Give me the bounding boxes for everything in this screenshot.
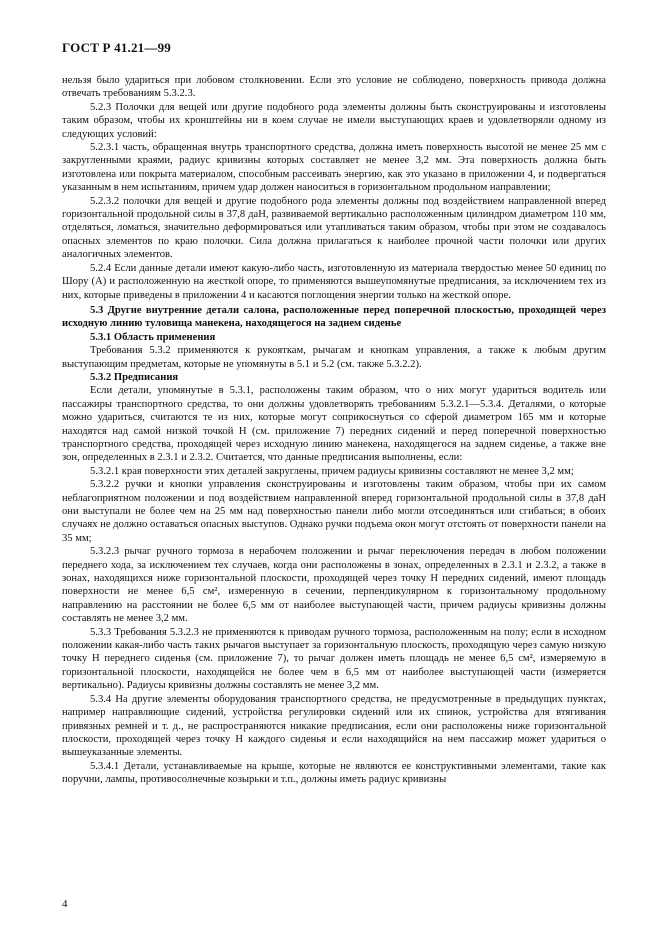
paragraph-5-3-4-1: 5.3.4.1 Детали, устанавливаемые на крыше, которые не являются ее конструктивными элементами, такие как поручни, лампы, противосолнечные козырьки и т.п., должны иметь радиус кривизны: [62, 760, 606, 786]
document-header: ГОСТ Р 41.21—99: [62, 40, 171, 55]
subheading-5-3-1: 5.3.1 Область применения: [90, 331, 216, 343]
paragraph-5-3-2-3: 5.3.2.3 рычаг ручного тормоза в нерабочем положении и рычаг переключения передач в любом положении переднего хода, за исключением тех случаев, когда они расположены в зонах, определенных в 2.3.1 и 2.3.2, а также в зонах, находящихся ниже горизонтальной плоскости, проходящей через точку H передних сидений, имеют площадь поверхности не менее 6,5 см², измеренную в сечении, перпендикулярном к горизонтальному продольному направлению на расстоянии не более 6,5 мм от наиболее выступающей части, причем радиусы кривизны должны составлять не менее 3,2 мм.: [62, 546, 606, 625]
page-number: 4: [62, 898, 68, 910]
paragraph-5-3-2-1: 5.3.2.1 края поверхности этих деталей закруглены, причем радиусы кривизны составляют не менее 3,2 мм;: [90, 465, 574, 477]
paragraph-5-3-2-2: 5.3.2.2 ручки и кнопки управления сконструированы и изготовлены таким образом, чтобы при их самом неблагоприятном положении и под воздействием направленной вперед горизонтальной продольной силы в 37,8 даН они выступали не более чем на 25 мм над поверхностью панели либо могли отсоединяться или сгибаться; в обоих случаях не должно оставаться опасных выступов. Однако ручки подъема окон могут отстоять от поверхности панели на 35 мм;: [62, 479, 606, 544]
paragraph-5-2-4: 5.2.4 Если данные детали имеют какую-либо часть, изготовленную из материала твердостью менее 50 единиц по Шору (А) и расположенную на жесткой опоре, то применяются вышеупомянутые предписания, за исключением тех из них, которые приведены в приложении 4 и касаются поглощения энергии только на жесткой опоре.: [62, 262, 606, 301]
paragraph-5-2-3-1: 5.2.3.1 часть, обращенная внутрь транспортного средства, должна иметь поверхность высотой не менее 25 мм с закругленными краями, радиус кривизны которых составляет не менее 3,2 мм. Эта поверхность должна быть изготовлена или покрыта материалом, способным рассеивать энергию, как это указано в приложении 4, и подвергаться указанным в нем испытаниям, причем удар должен наноситься в горизонтальном продольном направлении;: [62, 142, 606, 194]
paragraph-5-2-3-2: 5.2.3.2 полочки для вещей и другие подобного рода элементы должны под воздействием направленной вперед горизонтальной продольной силы в 37,8 даН, развиваемой вертикально расположенным цилиндром диаметром 110 мм, отделяться, ломаться, значительно деформироваться или утапливаться таким образом, чтобы при этом не создавалось опасных элементов по краю полочки. Сила должна прилагаться к наиболее прочной части полочки или других аналогичных элементов.: [62, 195, 606, 261]
paragraph-5-2-3: 5.2.3 Полочки для вещей или другие подобного рода элементы должны быть сконструированы и изготовлены таким образом, чтобы их кронштейны ни в коем случае не имели выступающих краев и удовлетворяли одному из следующих условий:: [62, 101, 606, 140]
paragraph-5-3-1-text: Требования 5.3.2 применяются к рукояткам, рычагам и кнопкам управления, а также к любым другим выступающим предметам, которые не упомянуты в 5.1 и 5.2 (см. также 5.3.2.2).: [62, 345, 606, 370]
section-heading-5-3: 5.3 Другие внутренние детали салона, расположенные перед поперечной плоскостью, проходящей через исходную линию туловища манекена, находящегося на заднем сиденье: [62, 304, 606, 330]
paragraph-5-3-2-text: Если детали, упомянутые в 5.3.1, расположены таким образом, что о них могут удариться водитель или пассажиры транспортного средства, то они должны удовлетворять требованиям 5.3.2.1—5.3.4. Деталями, о которые можно удариться, считаются те из них, которые могут соприкоснуться со сферой диаметром 165 мм и которые находятся над самой низкой точкой H (см. приложение 7) передних сидений и перед поперечной поверхностью транспортного средства, проходящей через исходную линию манекена, находящегося на заднем сиденье, а также вне зон, определенных в 2.3.1 и 2.3.2. Считается, что данные предписания выполнены, если:: [62, 385, 606, 464]
document-body: [62, 74, 606, 787]
paragraph-5-3-4: 5.3.4 На другие элементы оборудования транспортного средства, не предусмотренные в предыдущих пунктах, например направляющие сидений, устройства регулировки сидений или их спинок, устройства для втягивания привязных ремней и т. д., не распространяются никакие предписания, если они расположены ниже горизонтальной плоскости, проходящей через точку H каждого сиденья и если находящийся на нем пассажир может удариться о вышеуказанные элементы.: [62, 693, 606, 759]
subheading-5-3-2: 5.3.2 Предписания: [90, 371, 179, 383]
paragraph-continuation: нельзя было удариться при лобовом столкновении. Если это условие не соблюдено, поверхность привода должна отвечать требованиям 5.3.2.3.: [62, 75, 606, 100]
paragraph-5-3-3: 5.3.3 Требования 5.3.2.3 не применяются к приводам ручного тормоза, расположенным на полу; если в исходном положении какая-либо часть таких рычагов выступает за горизонтальную плоскость, проходящую через самую низкую точку H переднего сиденья (см. приложение 7), то рычаг должен иметь площадь не менее 6,5 см², измеряемую в горизонтальной плоскости, находящейся не более чем в 6,5 мм от наиболее выступающей части (измеряется вертикально). Радиусы кривизны должны составлять не менее 3,2 мм.: [62, 626, 606, 692]
